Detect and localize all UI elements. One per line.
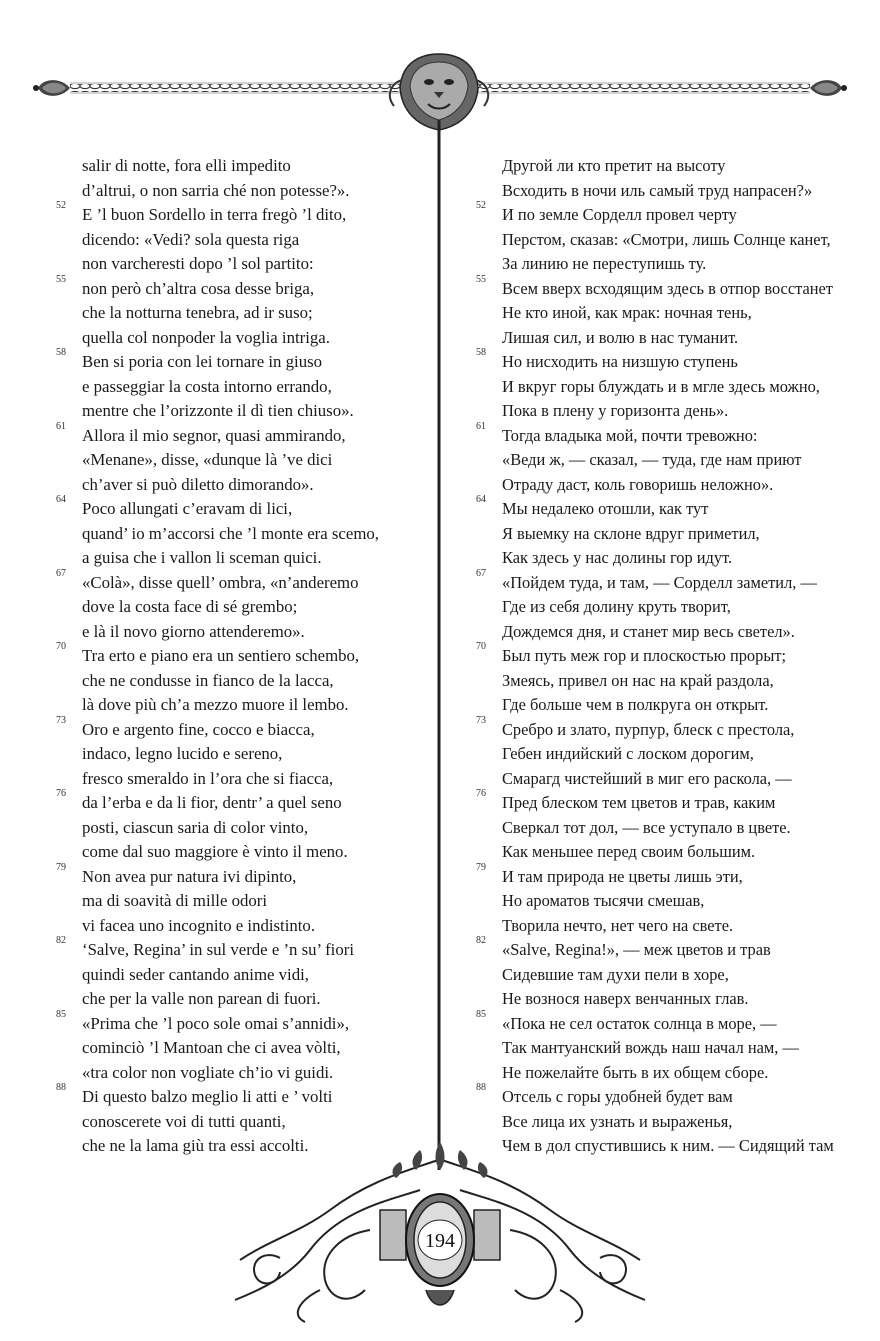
stanza [48,200,420,277]
verse-line: indaco, legno lucido e sereno, [82,744,283,763]
verse-line: «tra color non vogliate ch’io vi guidi. [82,1062,334,1082]
verse-line: che per la valle non parean di fuori. [82,989,321,1008]
stanza [48,935,420,1012]
verse-line: Я выемку на склоне вдруг приметил, [502,523,760,543]
verse-line: là dove più ch’a mezzo muore il lembo. [82,695,349,714]
verse-line: Где больше чем в полкруга он открыт. [502,695,769,714]
verse-line: «Пока не сел остаток солнца в море, — [502,1013,777,1033]
verse-line: che la notturna tenebra, ad ir suso; [82,303,313,322]
verse-number: 88 [56,1082,66,1093]
verse-line: Как здесь у нас долины гор идут. [502,548,733,567]
verse-line: Дождемся дня, и станет мир весь светел». [502,621,795,641]
verse-number: 55 [56,273,66,285]
verse-number: 82 [476,935,486,946]
verse-number: 55 [476,273,486,285]
verse-line: Смарагд чистейший в миг его раскола, — [502,768,792,788]
stanza [48,714,420,792]
verse-line: fresco smeraldo in l’ora che si fiacca, [82,768,334,788]
verse-line: Все лица их узнать и выраженья, [502,1111,733,1131]
verse-line: Лишая сил, и волю в нас туманит. [502,327,739,347]
verse-line: Tra erto e piano era un sentiero schembo, [82,646,360,665]
verse-number: 67 [56,567,66,579]
verse-line: Сребро и злато, пурпур, блеск с престола, [502,719,795,739]
stanza [48,273,420,351]
verse-line: Перстом, сказав: «Смотри, лишь Солнце канет, [502,229,831,249]
verse-line: Сидевшие там духи пели в хоре, [502,964,729,984]
verse-line: Гебен индийский с лоском дорогим, [502,744,754,763]
verse-line: Мы недалеко отошли, как тут [502,499,709,518]
verse-line: Всем вверх всходящим здесь в отпор восстанет [502,278,833,298]
verse-line: Non avea pur natura ivi dipinto, [82,866,297,886]
italian-text-column [48,154,420,1159]
verse-line: salir di notte, fora elli impedito [82,156,291,175]
verse-line: quindi seder cantando anime vidi, [82,964,309,984]
verse-line: И по земле Сорделл провел черту [502,205,737,224]
verse-number: 64 [476,494,486,505]
verse-line: come dal suo maggiore è vinto il meno. [82,842,348,861]
verse-line: Как меньшее перед своим большим. [502,842,756,861]
stanza [468,788,868,865]
verse-line: dicendo: «Vedi? sola questa riga [82,229,300,249]
verse-line: Ben si poria con lei tornare in giuso [82,352,323,371]
stanza [468,420,868,498]
stanza [48,861,420,939]
verse-number: 64 [56,494,66,505]
verse-line: Сверкал тот дол, — все уступало в цвете. [502,817,791,837]
verse-number: 88 [476,1082,486,1093]
verse-line: mentre che l’orizzonte il dì tien chiuso». [82,401,354,420]
verse-line: E ’l buon Sordello in terra fregò ’l dito, [82,205,347,224]
verse-line: Так мантуанский вождь наш начал нам, — [502,1038,799,1057]
stanza [468,347,868,424]
stanza [468,1008,868,1086]
verse-line: Но нисходить на низшую ступень [502,352,738,371]
verse-line: Не пожелайте быть в их общем сборе. [502,1062,769,1082]
stanza [468,200,868,277]
verse-number: 76 [56,788,66,799]
verse-number: 52 [56,200,66,211]
lion-mask-icon [390,54,488,130]
verse-line: ma di soavità di mille odori [82,891,268,910]
verse-line: «Prima che ’l poco sole omai s’annidi», [82,1013,350,1033]
verse-line: Poco allungati c’eravam di lici, [82,499,293,518]
verse-line: Пред блеском тем цветов и трав, каким [502,793,776,812]
verse-line: Змеясь, привел он нас на край раздола, [502,670,774,690]
verse-number: 67 [476,567,486,579]
center-divider [437,120,441,1170]
verse-line: posti, ciascun saria di color vinto, [82,817,309,837]
stanza [48,494,420,571]
verse-number: 61 [476,420,486,432]
verse-line: Не вознося наверх венчанных глав. [502,989,749,1008]
verse-line: non varcheresti dopo ’l sol partito: [82,254,314,273]
verse-line: Allora il mio segnor, quasi ammirando, [82,425,346,445]
stanza [468,273,868,351]
verse-line: non però ch’altra cosa desse briga, [82,278,315,298]
stanza [48,567,420,645]
page-number: 194 [425,1230,455,1252]
verse-line: e là il novo giorno attenderemo». [82,621,305,641]
stanza [468,567,868,645]
verse-line: Творила нечто, нет чего на свете. [502,915,734,935]
verse-line: Но ароматов тысячи смешав, [502,891,705,910]
verse-number: 79 [476,861,486,873]
verse-line: Всходить в ночи иль самый труд напрасен?» [502,180,813,200]
verse-line: Другой ли кто претит на высоту [502,156,726,175]
stanza [48,1008,420,1086]
stanza [468,154,868,203]
verse-line: Пока в плену у горизонта день». [502,401,729,420]
verse-line: Где из себя долину круть творит, [502,597,731,616]
stanza [48,420,420,498]
verse-line: Di questo balzo meglio li atti e ’ volti [82,1087,333,1106]
verse-number: 73 [56,714,66,726]
stanza [468,641,868,718]
verse-line: «Salve, Regina!», — меж цветов и трав [502,940,771,959]
verse-line: ch’aver si può diletto dimorando». [82,474,314,494]
verse-line: dove la costa face di sé grembo; [82,597,298,616]
verse-line: «Colà», disse quell’ ombra, «n’anderemo [82,572,359,592]
russian-text-column [468,154,868,1159]
verse-line: Чем в дол спустившись к ним. — Сидящий там [502,1136,834,1155]
verse-line: Не кто иной, как мрак: ночная тень, [502,303,752,322]
verse-number: 70 [56,641,66,652]
verse-line: Отсель с горы удобней будет вам [502,1087,733,1106]
verse-line: cominciò ’l Mantoan che ci avea vòlti, [82,1038,341,1057]
verse-number: 79 [56,861,66,873]
verse-line: che ne condusse in fianco de la lacca, [82,670,334,690]
verse-number: 61 [56,420,66,432]
stanza [48,788,420,865]
stanza [468,714,868,792]
stanza [468,861,868,939]
verse-line: ‘Salve, Regina’ in sul verde e ’n su’ fiori [82,940,354,959]
verse-line: vi facea uno incognito e indistinto. [82,915,316,935]
verse-line: quella col nonpoder la voglia intriga. [82,327,330,347]
verse-line: Отраду даст, коль говоришь неложно». [502,474,774,494]
verse-line: «Menane», disse, «dunque là ’ve dici [82,450,333,469]
left-tassel-icon [33,80,70,96]
verse-line: Был путь меж гор и плоскостью прорыт; [502,646,787,665]
verse-number: 52 [476,200,486,211]
right-tassel-icon [810,80,847,96]
verse-number: 58 [56,347,66,358]
verse-number: 76 [476,788,486,799]
verse-line: che ne la lama giù tra essi accolti. [82,1136,309,1155]
verse-number: 73 [476,714,486,726]
verse-number: 85 [476,1008,486,1020]
verse-number: 82 [56,935,66,946]
verse-line: И там природа не цветы лишь эти, [502,866,743,886]
stanza [48,154,420,203]
verse-number: 58 [476,347,486,358]
stanza [468,494,868,571]
verse-line: «Веди ж, — сказал, — туда, где нам приют [502,450,802,469]
leaf-sprig-icon [393,1142,488,1178]
verse-line: e passeggiar la costa intorno errando, [82,376,332,396]
verse-line: quand’ io m’accorsi che ’l monte era scemo, [82,523,379,543]
verse-number: 85 [56,1008,66,1020]
verse-line: d’altrui, o non sarria ché non potesse?». [82,180,350,200]
verse-line: da l’erba e da li fior, dentr’ a quel seno [82,793,342,812]
stanza [48,347,420,424]
verse-line: a guisa che i vallon li sceman quici. [82,548,322,567]
verse-line: Oro e argento fine, cocco e biacca, [82,719,315,739]
verse-line: conoscerete voi di tutti quanti, [82,1111,286,1131]
stanza [468,935,868,1012]
verse-line: За линию не переступишь ту. [502,254,707,273]
verse-number: 70 [476,641,486,652]
verse-line: «Пойдем туда, и там, — Сорделл заметил, — [502,572,817,592]
verse-line: И вкруг горы блуждать и в мгле здесь можно, [502,376,820,396]
verse-line: Тогда владыка мой, почти тревожно: [502,425,758,445]
stanza [48,641,420,718]
